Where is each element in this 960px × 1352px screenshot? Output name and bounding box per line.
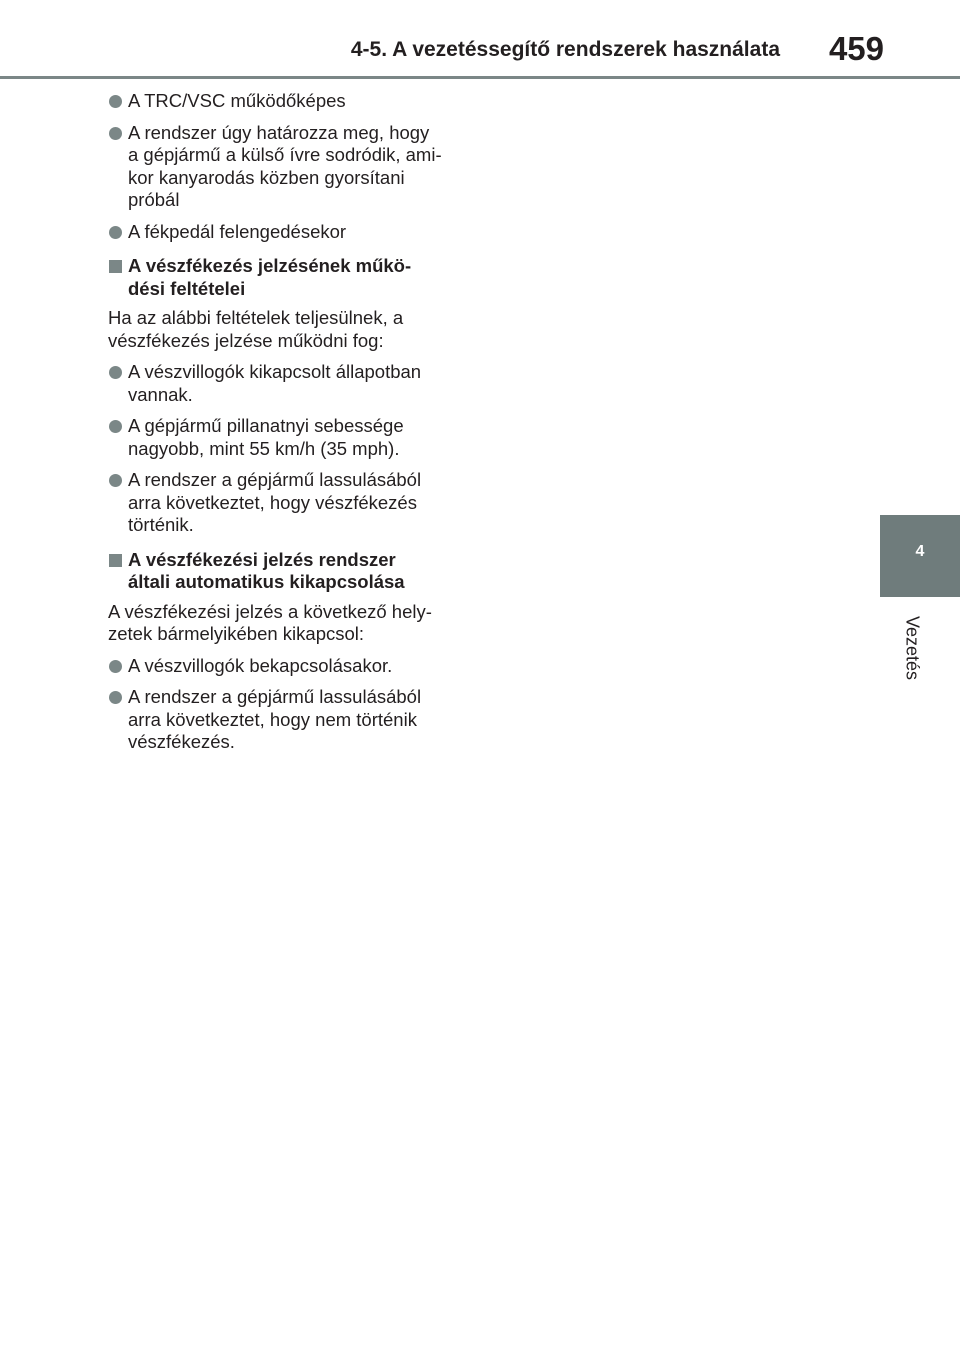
bullet-dot-icon [109, 420, 122, 433]
page-content [108, 90, 468, 763]
bullet-dot-icon [109, 660, 122, 673]
bullet-dot-icon [109, 226, 122, 239]
list-item-text: A rendszer úgy határozza meg, hogy a gépjármű a külső ívre sodródik, ami- kor kanyarodás közben gyorsítani próbál [128, 121, 442, 210]
list-item-text: A vészvillogók bekapcsolásakor. [128, 654, 393, 676]
section-title: 4-5. A vezetéssegítő rendszerek használata [350, 38, 780, 61]
list-item [108, 686, 468, 754]
list-item-text: A vészvillogók kikapcsolt állapotban vannak. [128, 361, 422, 405]
bullet-dot-icon [109, 95, 122, 108]
square-bullet-icon [109, 554, 122, 567]
list-item [108, 122, 468, 212]
bullet-dot-icon [109, 127, 122, 140]
paragraph: Ha az alábbi feltételek teljesülnek, a vészfékezés jelzése működni fog: [108, 307, 404, 351]
bullet-dot-icon [109, 366, 122, 379]
list-item [108, 221, 468, 244]
bullet-dot-icon [109, 474, 122, 487]
chapter-label: Vezetés [902, 615, 923, 681]
subsection-heading-text: A vészfékezés jelzésének műkö- dési feltételei [128, 255, 412, 299]
list-item [108, 361, 468, 406]
list-item [108, 90, 468, 113]
bullet-dot-icon [109, 691, 122, 704]
chapter-number: 4 [915, 543, 925, 560]
list-item-text: A TRC/VSC működőképes [128, 90, 346, 111]
list-item-text: A rendszer a gépjármű lassulásából arra következtet, hogy vészfékezés történik. [128, 469, 422, 535]
list-item-text: A rendszer a gépjármű lassulásából arra következtet, hogy nem történik vészfékezés. [128, 686, 422, 752]
list-item-text: A gépjármű pillanatnyi sebessége nagyobb, mint 55 km/h (35 mph). [128, 415, 404, 459]
list-item [108, 469, 468, 537]
square-bullet-icon [109, 260, 122, 273]
subsection-heading [108, 255, 468, 300]
list-item-text: A fékpedál felengedésekor [128, 220, 347, 242]
list-item [108, 655, 468, 678]
paragraph: A vészfékezési jelzés a következő hely- zetek bármelyikében kikapcsol: [108, 600, 432, 644]
chapter-tab [880, 515, 960, 597]
page-header [0, 0, 960, 80]
header-divider [0, 76, 960, 79]
subsection-heading-text: A vészfékezési jelzés rendszer általi automatikus kikapcsolása [128, 548, 405, 592]
list-item [108, 415, 468, 460]
page-number: 459 [828, 30, 884, 67]
subsection-heading [108, 549, 468, 594]
